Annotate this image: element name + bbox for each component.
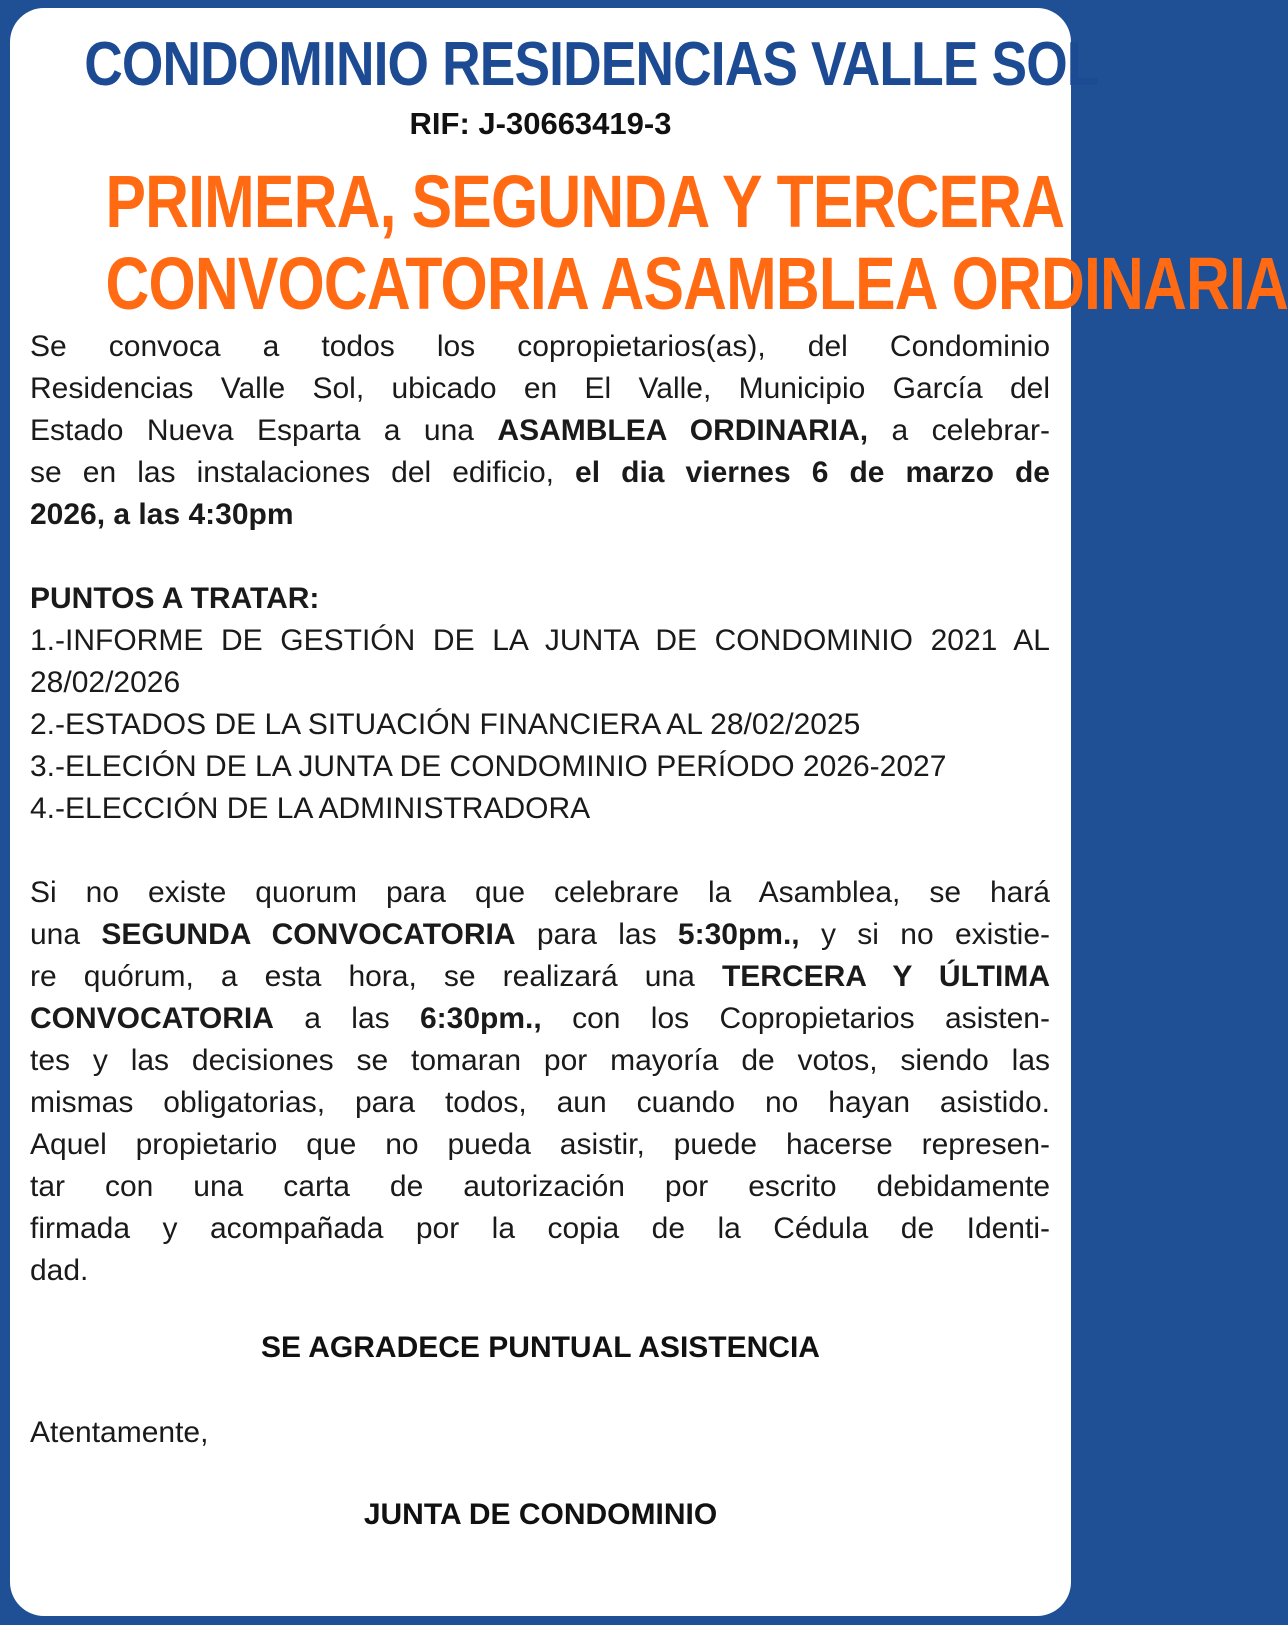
intro-paragraph xyxy=(30,326,1050,536)
regards-text: Atentamente, xyxy=(30,1416,209,1449)
quorum-line: mismas obligatorias, para todos, aun cuando no hayan asistido. xyxy=(30,1086,1050,1119)
condominium-title: CONDOMINIO RESIDENCIAS VALLE SOL xyxy=(84,30,1099,99)
quorum-line: Si no existe quorum para que celebrare la Asamblea, se hará xyxy=(30,876,1050,909)
attendance-note: SE AGRADECE PUNTUAL ASISTENCIA xyxy=(261,1331,820,1364)
quorum-line: tar con una carta de autorización por escrito debidamente xyxy=(30,1170,1050,1203)
headline-line-1: PRIMERA, SEGUNDA Y TERCERA xyxy=(105,160,1065,243)
quorum-line: dad. xyxy=(30,1254,89,1287)
intro-line: Estado Nueva Esparta a una ASAMBLEA ORDINARIA, a celebrar- xyxy=(30,414,1051,447)
agenda-item: 28/02/2026 xyxy=(30,666,181,699)
quorum-line: firmada y acompañada por la copia de la Cédula de Identi- xyxy=(30,1212,1050,1245)
closing-regards xyxy=(30,1412,1050,1454)
quorum-line: re quórum, a esta hora, se realizará una TERCERA Y ÚLTIMA xyxy=(30,960,1050,993)
quorum-line: tes y las decisiones se tomaran por mayoría de votos, siendo las xyxy=(30,1044,1050,1077)
quorum-line: una SEGUNDA CONVOCATORIA para las 5:30pm., y si no existie- xyxy=(30,918,1051,951)
notice-card xyxy=(10,8,1288,1616)
agenda-section xyxy=(30,578,1050,830)
quorum-line: CONVOCATORIA a las 6:30pm., con los Copropietarios asisten- xyxy=(30,1002,1050,1035)
agenda-item: 3.-ELECIÓN DE LA JUNTA DE CONDOMINIO PERÍODO 2026-2027 xyxy=(30,750,947,783)
quorum-paragraph xyxy=(30,872,1050,1292)
agenda-item: 1.-INFORME DE GESTIÓN DE LA JUNTA DE CONDOMINIO 2021 AL xyxy=(30,624,1050,657)
intro-line: Residencias Valle Sol, ubicado en El Valle, Municipio García del xyxy=(30,372,1050,405)
rif-number: RIF: J-30663419-3 xyxy=(409,106,672,141)
agenda-item: 2.-ESTADOS DE LA SITUACIÓN FINANCIERA AL 28/02/2025 xyxy=(30,708,861,741)
agenda-item: 4.-ELECCIÓN DE LA ADMINISTRADORA xyxy=(30,792,591,825)
intro-line: Se convoca a todos los copropietarios(as), del Condominio xyxy=(30,330,1050,363)
intro-line: 2026, a las 4:30pm xyxy=(30,498,294,531)
signature: JUNTA DE CONDOMINIO xyxy=(363,1498,718,1531)
quorum-line: Aquel propietario que no pueda asistir, puede hacerse represen- xyxy=(30,1128,1050,1161)
agenda-heading: PUNTOS A TRATAR: xyxy=(30,582,320,615)
headline-line-2: CONVOCATORIA ASAMBLEA ORDINARIA xyxy=(105,242,1288,325)
intro-line: se en las instalaciones del edificio, el dia viernes 6 de marzo de xyxy=(30,456,1050,489)
